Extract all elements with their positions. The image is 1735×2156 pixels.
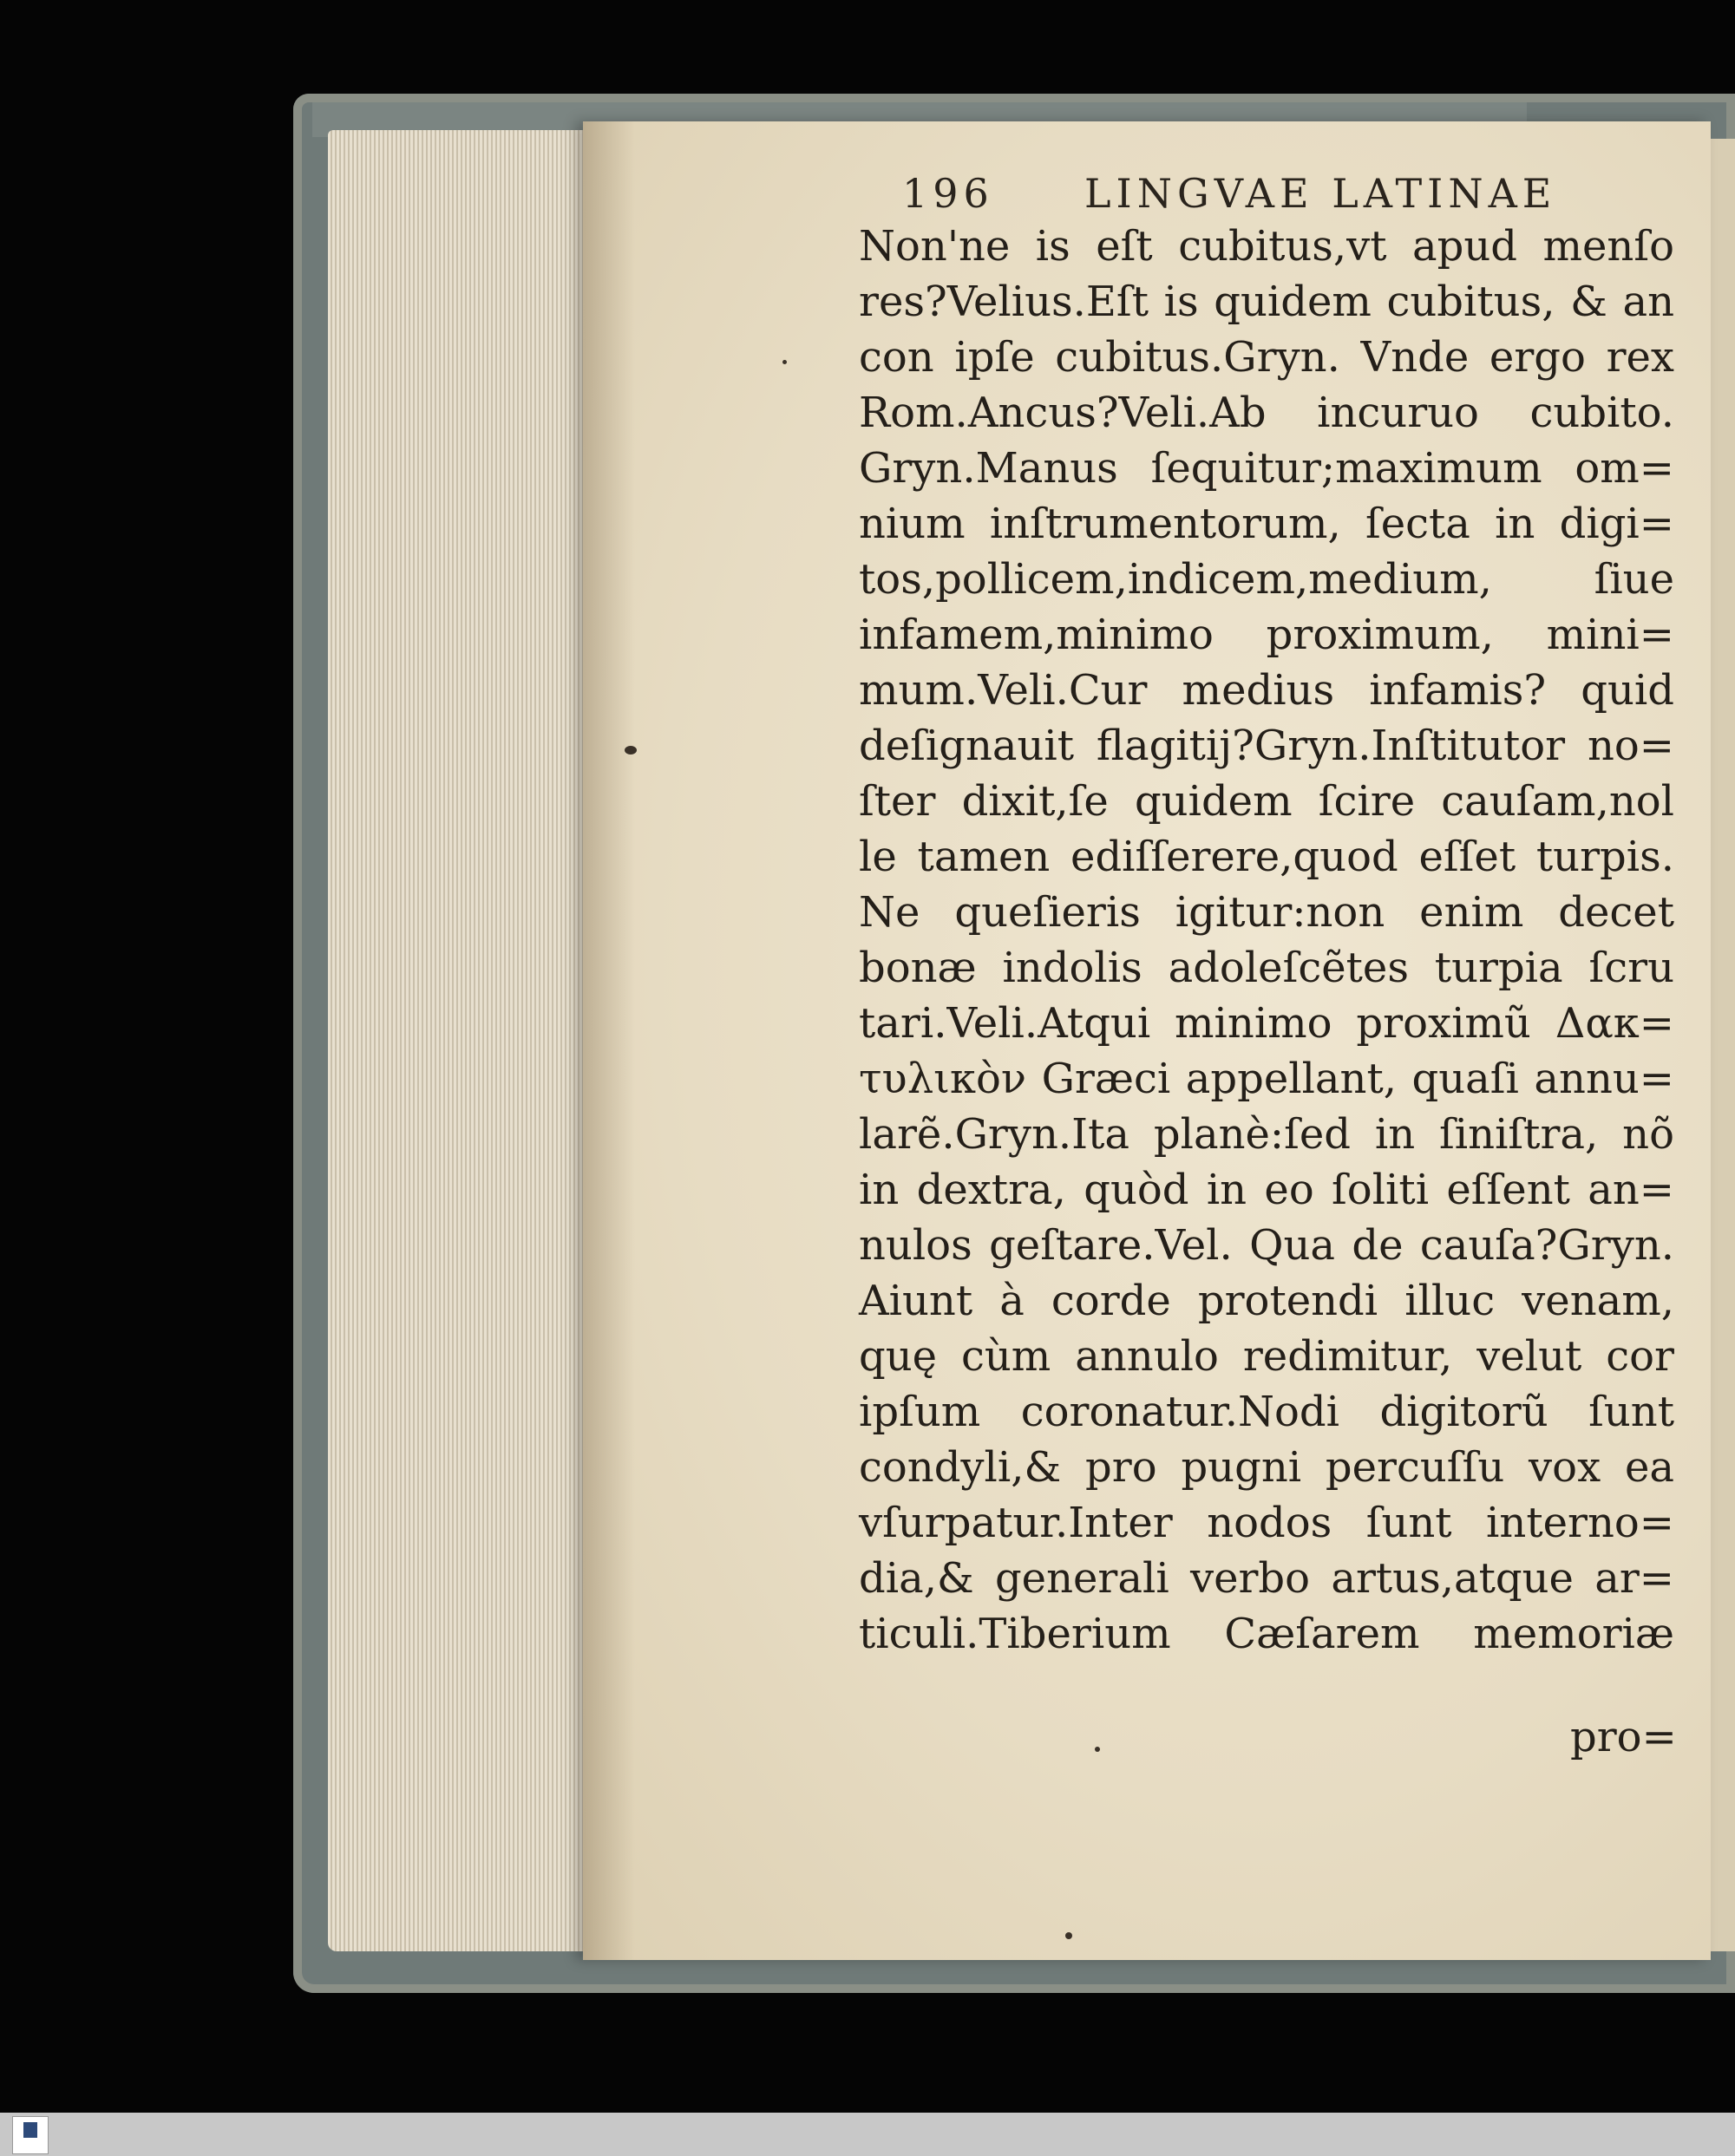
text-line: dia,& generali verbo artus,atque ar= [859, 1554, 1674, 1603]
text-line: infamem,minimo proximum, mini= [859, 611, 1674, 659]
library-logo-icon[interactable] [12, 2116, 49, 2154]
text-line: Aiunt à corde protendi illuc venam, [859, 1277, 1674, 1325]
ink-speck [1065, 1932, 1072, 1939]
ink-speck [1095, 1747, 1100, 1752]
text-line: nulos geſtare.Vel. Qua de cauſa?Gryn. [859, 1221, 1674, 1270]
body-text [859, 219, 1674, 1662]
text-line: nium inſtrumentorum, ſecta in digi= [859, 500, 1674, 548]
text-line: tos,pollicem,indicem,medium, ſiue [859, 555, 1674, 604]
library-logo-mark [23, 2122, 37, 2138]
catchword: pro= [1570, 1713, 1677, 1761]
text-line: condyli,& pro pugni percuſſu vox ea [859, 1443, 1674, 1492]
page-header [902, 170, 1683, 222]
text-line: ſter dixit,ſe quidem ſcire cauſam,nol [859, 777, 1674, 826]
text-line: quę cùm annulo redimitur, velut cor [859, 1332, 1674, 1381]
text-line: vſurpatur.Inter nodos ſunt interno= [859, 1499, 1674, 1547]
text-line: Ne queſieris igitur:non enim decet [859, 888, 1674, 937]
running-title: LINGVAE LATINAE [1084, 170, 1557, 217]
text-line: Rom.Ancus?Veli.Ab incuruo cubito. [859, 389, 1674, 437]
text-line: τυλικὸν Græci appellant, quaſi annu= [859, 1055, 1674, 1103]
text-line: le tamen ediſſerere,quod eſſet turpis. [859, 833, 1674, 881]
text-line: in dextra, quòd in eo ſoliti eſſent an= [859, 1166, 1674, 1214]
page-block-edges [328, 130, 601, 1951]
viewer-footer-bar [0, 2113, 1735, 2156]
text-line: res?Velius.Eſt is quidem cubitus, & an [859, 278, 1674, 326]
text-line: con ipſe cubitus.Gryn. Vnde ergo rex [859, 333, 1674, 382]
text-line: ticuli.Tiberium Cæſarem memoriæ [859, 1610, 1674, 1658]
ink-speck [782, 360, 787, 364]
text-line: mum.Veli.Cur medius infamis? quid [859, 666, 1674, 715]
gutter-shadow [583, 121, 635, 1960]
text-line: bonæ indolis adoleſcẽtes turpia ſcru [859, 944, 1674, 992]
text-line: larẽ.Gryn.Ita planè:ſed in ſiniſtra, nõ [859, 1110, 1674, 1159]
page-number: 196 [902, 170, 994, 217]
text-line: ipſum coronatur.Nodi digitorũ ſunt [859, 1388, 1674, 1436]
text-line: Non'ne is eſt cubitus,vt apud menſo [859, 222, 1674, 271]
text-line: Gryn.Manus ſequitur;maximum om= [859, 444, 1674, 493]
ink-speck [625, 746, 637, 755]
text-line: tari.Veli.Atqui minimo proximũ Δακ= [859, 999, 1674, 1048]
text-line: deſignauit flagitij?Gryn.Inſtitutor no= [859, 722, 1674, 770]
